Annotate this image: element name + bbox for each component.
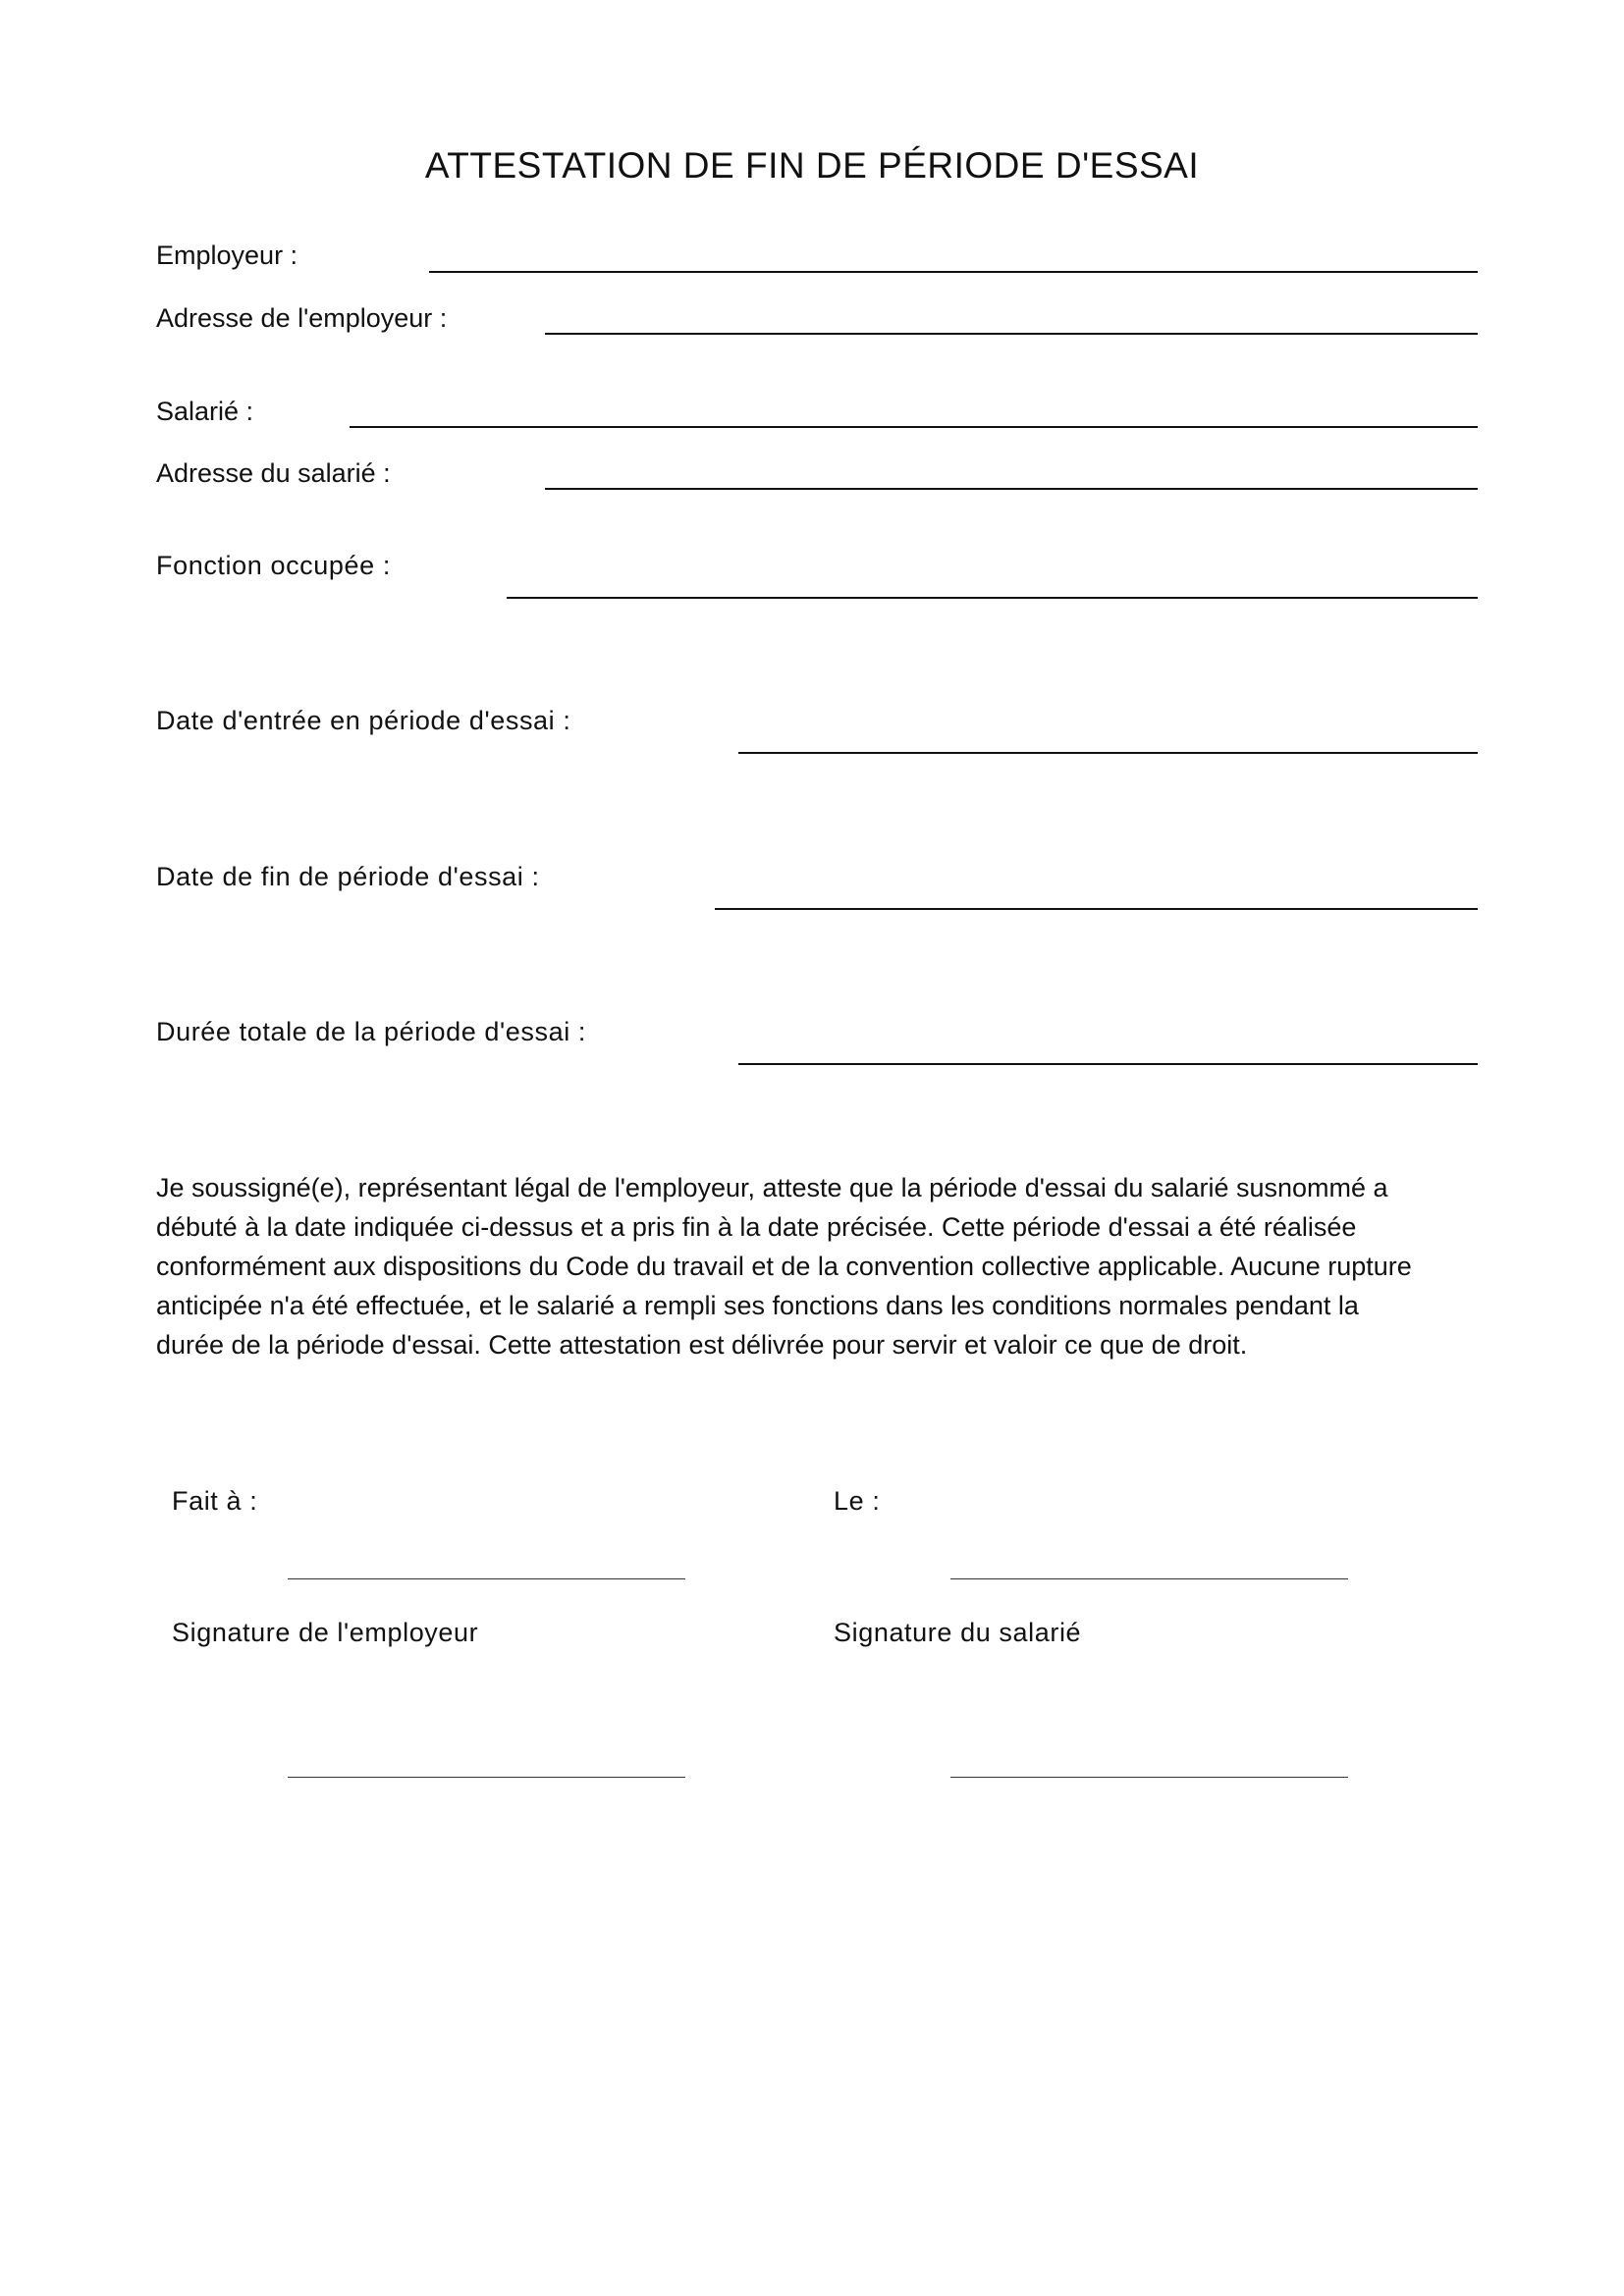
total-duration-field-line[interactable] [738, 1063, 1478, 1065]
position-field-line[interactable] [507, 597, 1478, 599]
employer-address-label: Adresse de l'employeur : [156, 303, 448, 333]
date-field-line[interactable] [950, 1578, 1348, 1579]
statement-line: débuté à la date indiquée ci-dessus et a pris fin à la date précisée. Cette période d'essai a été réalisée [156, 1212, 1357, 1242]
employee-field-line[interactable] [350, 426, 1478, 428]
statement-line: durée de la période d'essai. Cette attestation est délivrée pour servir et valoir ce que de droit. [156, 1330, 1248, 1360]
start-date-field-line[interactable] [738, 752, 1478, 754]
statement-line: Je soussigné(e), représentant légal de l'employeur, atteste que la période d'essai du salarié susnommé a [156, 1173, 1388, 1202]
employee-label: Salarié : [156, 397, 254, 426]
employer-field-line[interactable] [429, 271, 1478, 273]
document-title: ATTESTATION DE FIN DE PÉRIODE D'ESSAI [424, 144, 1200, 186]
end-date-field-line[interactable] [715, 908, 1478, 910]
employee-signature-line[interactable] [950, 1777, 1348, 1778]
position-label: Fonction occupée : [156, 551, 391, 580]
start-date-label: Date d'entrée en période d'essai : [156, 706, 571, 735]
employee-address-field-line[interactable] [545, 488, 1478, 490]
place-field-line[interactable] [288, 1578, 685, 1579]
employer-signature-line[interactable] [288, 1777, 685, 1778]
place-label: Fait à : [172, 1486, 258, 1516]
employee-address-label: Adresse du salarié : [156, 458, 391, 488]
employer-label: Employeur : [156, 240, 298, 270]
employer-signature-label: Signature de l'employeur [172, 1618, 479, 1647]
employer-address-field-line[interactable] [545, 333, 1478, 335]
date-label: Le : [834, 1486, 881, 1516]
statement-line: conformément aux dispositions du Code du travail et de la convention collective applicable. Aucune rupture [156, 1252, 1412, 1281]
attestation-statement [156, 1168, 1491, 1364]
total-duration-label: Durée totale de la période d'essai : [156, 1017, 587, 1046]
end-date-label: Date de fin de période d'essai : [156, 862, 540, 891]
employee-signature-label: Signature du salarié [834, 1618, 1082, 1647]
statement-line: anticipée n'a été effectuée, et le salarié a rempli ses fonctions dans les conditions normales pendant la [156, 1291, 1359, 1320]
